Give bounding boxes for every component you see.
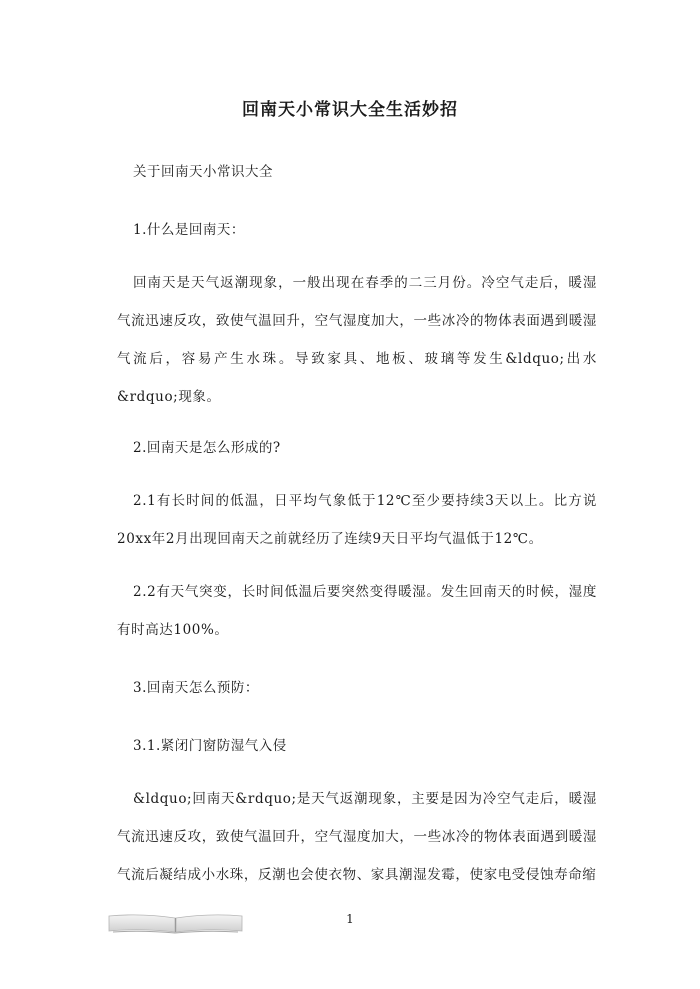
document-title: 回南天小常识大全生活妙招 [242,100,458,120]
section-heading-1: 1.什么是回南天： [133,222,245,238]
section-2-1-paragraph: 2.1有长时间的低温，日平均气象低于12℃至少要持续3天以上。比方说20xx年2月出现回南天之前就经历了连续9天日平均气温低于12℃。 [117,493,597,547]
section-heading-3: 3.回南天怎么预防： [133,680,259,696]
intro-line: 关于回南天小常识大全 [133,164,273,180]
section-heading-2: 2.回南天是怎么形成的? [133,440,281,456]
section-2-2-paragraph: 2.2有天气突变，长时间低温后要突然变得暖湿。发生回南天的时候，湿度有时高达100%。 [117,584,597,638]
section-heading-3-1: 3.1.紧闭门窗防湿气入侵 [133,738,287,754]
section-3-1-paragraph: &ldquo;回南天&rdquo;是天气返潮现象，主要是因为冷空气走后，暖湿气流迅速反攻，致使气温回升，空气湿度加大，一些冰冷的物体表面遇到暖湿气流后凝结成小水珠，反潮也会使衣物、家具潮湿发霉，使家电受侵蚀寿命缩 [117,791,597,883]
section-1-paragraph: 回南天是天气返潮现象，一般出现在春季的二三月份。冷空气走后，暖湿气流迅速反攻，致使气温回升，空气湿度加大，一些冰冷的物体表面遇到暖湿气流后，容易产生水珠。导致家具、地板、玻璃等发生&ldquo;出水&rdquo;现象。 [117,275,597,405]
page-number: 1 [346,912,354,926]
